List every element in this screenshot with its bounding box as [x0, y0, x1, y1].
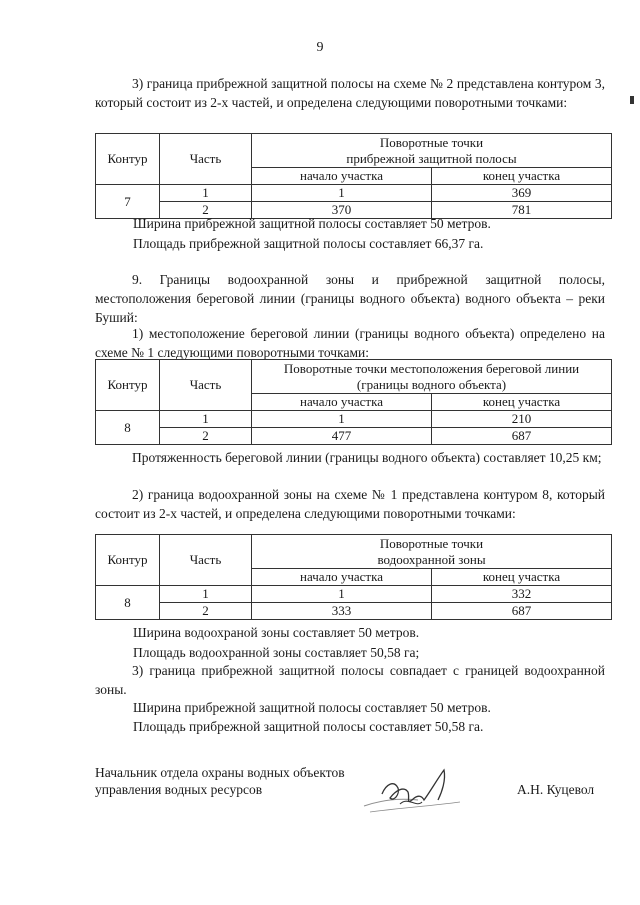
table-row	[96, 185, 612, 202]
t2-col-contour: Контур	[96, 360, 160, 411]
sec9-zone-area: Площадь водоохранной зоны составляет 50,58 га;	[133, 645, 420, 660]
table-row	[96, 411, 612, 428]
t3-r2-end: 687	[432, 603, 612, 620]
sec1-area: Площадь прибрежной защитной полосы составляет 66,37 га.	[133, 236, 484, 251]
table-contour-7	[95, 133, 612, 219]
t3-contour: 8	[96, 586, 160, 620]
sec9-zone-width: Ширина водоохраной зоны составляет 50 метров.	[133, 625, 420, 640]
t1-r2-start: 370	[252, 202, 432, 219]
t2-r2-end: 687	[432, 428, 612, 445]
signer-title-line2: управления водных ресурсов	[95, 782, 263, 797]
sec9-item1: 1) местоположение береговой линии (границы водного объекта) определено на схеме № 1 следующими поворотными точками:	[95, 326, 605, 360]
t1-col-start: начало участка	[252, 168, 432, 185]
sec9-heading: 9. Границы водоохранной зоны и прибрежной защитной полосы, местоположения береговой линии (границы водного объекта) водного объекта – реки Буший:	[95, 272, 605, 325]
handwritten-signature	[360, 756, 475, 818]
t2-r2-start: 477	[252, 428, 432, 445]
t2-r1-start: 1	[252, 411, 432, 428]
t3-col-start: начало участка	[252, 569, 432, 586]
sec9-item3: 3) граница прибрежной защитной полосы совпадает с границей водоохранной зоны.	[95, 663, 605, 697]
t2-r2-part: 2	[160, 428, 252, 445]
table-row	[96, 586, 612, 603]
t2-group-header	[252, 360, 612, 394]
t1-r1-part: 1	[160, 185, 252, 202]
t3-r1-start: 1	[252, 586, 432, 603]
t1-r2-end: 781	[432, 202, 612, 219]
signer-title-line1: Начальник отдела охраны водных объектов	[95, 765, 345, 780]
t1-col-end: конец участка	[432, 168, 612, 185]
page-number: 9	[316, 40, 324, 55]
t2-group-line2: (границы водного объекта)	[356, 376, 507, 392]
t2-group-line1: Поворотные точки местоположения береговой линии	[283, 360, 580, 376]
t1-r1-end: 369	[432, 185, 612, 202]
t3-r1-part: 1	[160, 586, 252, 603]
t3-group-line1: Поворотные точки	[379, 535, 484, 551]
sec9-length: Протяженность береговой линии (границы водного объекта) составляет 10,25 км;	[132, 450, 602, 465]
t3-r2-part: 2	[160, 603, 252, 620]
t2-r1-end: 210	[432, 411, 612, 428]
t1-r1-start: 1	[252, 185, 432, 202]
t2-col-part: Часть	[160, 360, 252, 411]
t3-group-line2: водоохранной зоны	[377, 551, 486, 567]
t2-col-start: начало участка	[252, 394, 432, 411]
t3-col-contour: Контур	[96, 535, 160, 586]
t1-group-line2: прибрежной защитной полосы	[346, 150, 517, 166]
sec1-width: Ширина прибрежной защитной полосы составляет 50 метров.	[133, 216, 491, 231]
table-row	[96, 428, 612, 445]
t3-group-header	[252, 535, 612, 569]
table-water-zone	[95, 534, 612, 620]
t3-r1-end: 332	[432, 586, 612, 603]
t1-r2-part: 2	[160, 202, 252, 219]
t3-col-part: Часть	[160, 535, 252, 586]
t2-r1-part: 1	[160, 411, 252, 428]
sec9-item2: 2) граница водоохранной зоны на схеме № 1 представлена контуром 8, который состоит из 2-х частей, и определена следующими поворотными точками:	[95, 487, 605, 521]
table-shoreline	[95, 359, 612, 445]
sec1-intro: 3) граница прибрежной защитной полосы на схеме № 2 представлена контуром 3, который состоит из 2-х частей, и определена следующими поворотными точками:	[95, 76, 605, 110]
t1-col-part: Часть	[160, 134, 252, 185]
t2-contour: 8	[96, 411, 160, 445]
t1-contour: 7	[96, 185, 160, 219]
sec9-strip-area: Площадь прибрежной защитной полосы составляет 50,58 га.	[133, 719, 484, 734]
t1-group-line1: Поворотные точки	[379, 134, 484, 150]
t2-col-end: конец участка	[432, 394, 612, 411]
t1-group-header	[252, 134, 612, 168]
margin-mark	[630, 96, 634, 104]
table-row	[96, 603, 612, 620]
sec9-strip-width: Ширина прибрежной защитной полосы составляет 50 метров.	[133, 700, 491, 715]
t3-r2-start: 333	[252, 603, 432, 620]
t1-col-contour: Контур	[96, 134, 160, 185]
signer-name: А.Н. Куцевол	[517, 782, 595, 797]
t3-col-end: конец участка	[432, 569, 612, 586]
